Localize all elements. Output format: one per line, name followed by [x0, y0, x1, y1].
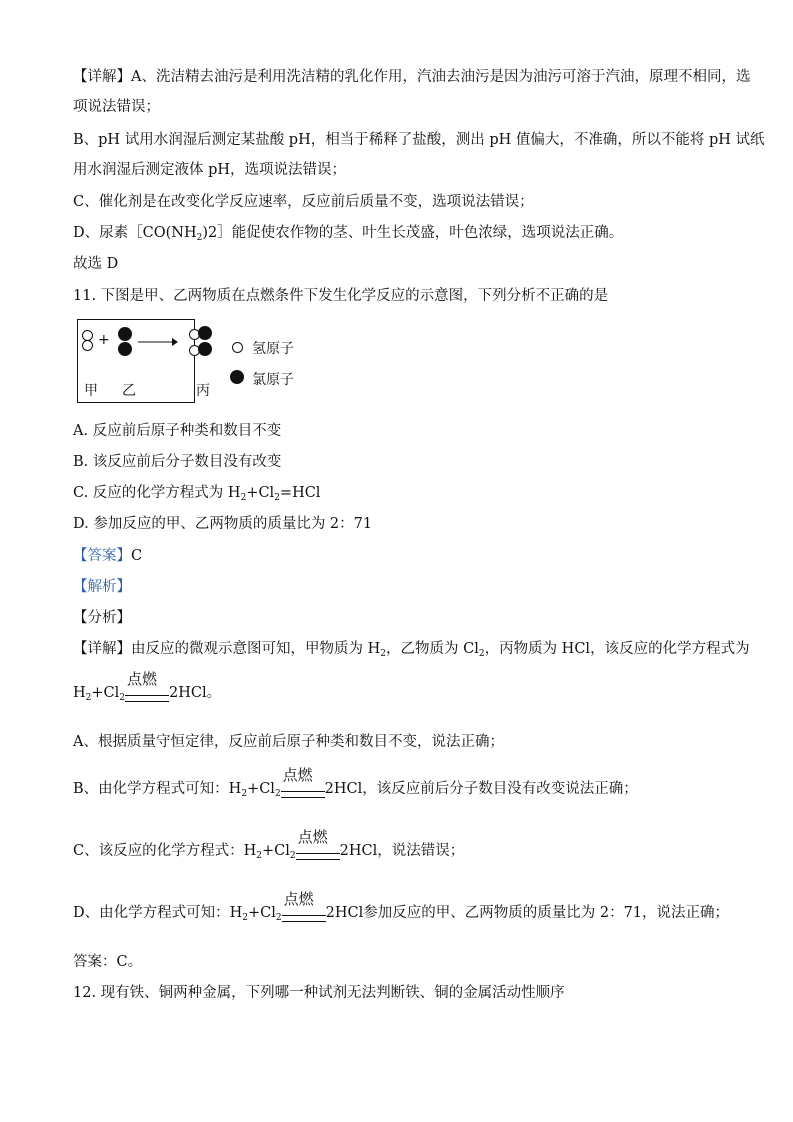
label-yi: 乙: [122, 383, 136, 399]
legend-chlorine-icon: [230, 370, 244, 384]
answer-line: 【答案】C: [73, 548, 143, 564]
chlorine-atom-icon: [198, 326, 212, 340]
option-c: C. 反应的化学方程式为 $H_2+Cl_2=HCl$: [73, 485, 321, 503]
fenxi-tag: 【分析】: [73, 610, 131, 626]
legend-hydrogen-label: 氢原子: [252, 341, 294, 357]
chlorine-atom-icon: [118, 342, 132, 356]
equals-arrow: 点燃: [282, 903, 326, 923]
detail-conclusion: 故选 D: [73, 256, 119, 272]
detail-line-a: 【详解】A、洗洁精去油污是利用洗洁精的乳化作用，汽油去油污是因为油污可溶于汽油，原理不相同，选: [73, 69, 751, 85]
analysis-item-b: B、由化学方程式可知：$H_2+Cl_2$ 点燃 2HCl，该反应前后分子数目没有改变说法正确；: [73, 766, 638, 799]
option-d: D. 参加反应的甲、乙两物质的质量比为 2：71: [73, 516, 373, 532]
detail-line-b: B、pH 试用水润湿后测定某盐酸 pH，相当于稀释了盐酸，测出 pH 值偏大，不准确，所以不能将 pH 试纸: [73, 132, 765, 148]
reaction-arrow-icon: [138, 337, 178, 347]
final-answer: 答案：C。: [73, 954, 143, 970]
detail-line-c: C、催化剂是在改变化学反应速率，反应前后质量不变，选项说法错误；: [73, 194, 534, 210]
plus-sign: +: [98, 332, 110, 348]
equation-main: $H_2+Cl_2$ 点燃 2HCl。: [73, 670, 222, 703]
question-11-stem: 11. 下图是甲、乙两物质在点燃条件下发生化学反应的示意图，下列分析不正确的是: [73, 288, 609, 304]
equals-arrow: 点燃: [296, 841, 340, 861]
reaction-diagram: [77, 319, 210, 403]
equals-arrow: 点燃: [125, 683, 169, 703]
detail-line-d: D、尿素$[CO(NH_2)2]$能促使农作物的茎、叶生长茂盛，叶色浓绿，选项说法正确。: [73, 225, 624, 243]
analysis-item-d: D、由化学方程式可知：$H_2+Cl_2$ 点燃 2HCl参加反应的甲、乙两物质的质量比为 2：71，说法正确；: [73, 890, 730, 923]
analysis-tag: 【解析】: [73, 579, 131, 595]
detail-line-b-cont: 用水润湿后测定液体 pH，选项说法错误；: [73, 162, 347, 178]
label-jia: 甲: [84, 383, 98, 399]
analysis-item-c: C、该反应的化学方程式：$H_2+Cl_2$ 点燃 2HCl，说法错误；: [73, 828, 465, 861]
legend-chlorine-label: 氯原子: [252, 372, 294, 388]
analysis-item-a: A、根据质量守恒定律，反应前后原子种类和数目不变，说法正确；: [73, 734, 504, 750]
chlorine-atom-icon: [118, 327, 132, 341]
detail-intro: 【详解】由反应的微观示意图可知，甲物质为 $H_2$，乙物质为 $Cl_2$，丙物质为 HCl，该反应的化学方程式为: [73, 641, 750, 659]
detail-line-a-cont: 项说法错误；: [73, 99, 160, 115]
chlorine-atom-icon: [198, 342, 212, 356]
option-b: B. 该反应前后分子数目没有改变: [73, 454, 282, 470]
equals-arrow: 点燃: [281, 779, 325, 799]
hydrogen-atom-icon: [82, 340, 93, 351]
legend-hydrogen-icon: [232, 342, 243, 353]
label-bing: 丙: [196, 383, 210, 399]
option-a: A. 反应前后原子种类和数目不变: [73, 423, 282, 439]
question-12-stem: 12. 现有铁、铜两种金属，下列哪一种试剂无法判断铁、铜的金属活动性顺序: [73, 985, 565, 1001]
